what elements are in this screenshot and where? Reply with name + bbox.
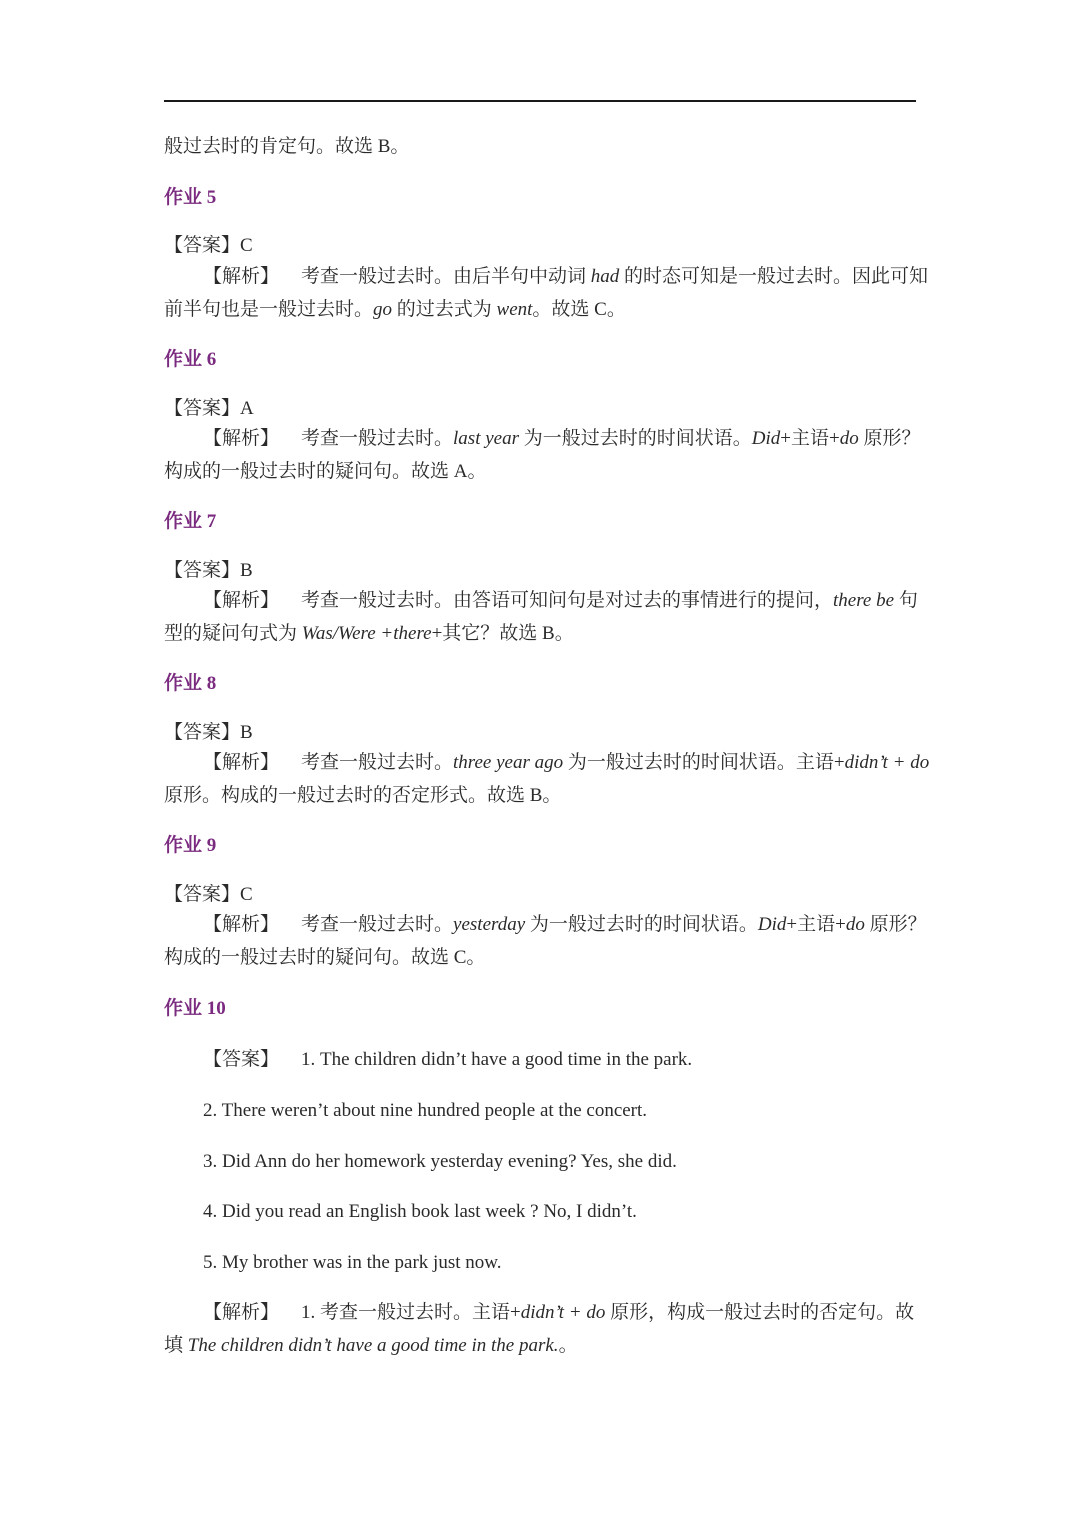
section-heading-5: 作业 5 — [164, 187, 217, 208]
answer-line-9 — [164, 883, 924, 907]
answer-value: B — [240, 560, 253, 581]
answer-value: C — [240, 235, 253, 256]
text-segment: 填 — [164, 1335, 188, 1356]
text-segment: 考查一般过去时。由答语可知问句是对过去的事情进行的提问， — [301, 590, 834, 611]
italic-term: go — [373, 299, 393, 320]
text-segment: 构成的一般过去时的疑问句。故选 C。 — [164, 947, 486, 968]
answer-line-5 — [164, 234, 924, 258]
text-segment: 为一般过去时的时间状语。 — [525, 914, 758, 935]
italic-term: three year ago — [453, 752, 564, 773]
text-segment: 的过去式为 — [392, 299, 497, 320]
analysis-text — [301, 914, 927, 935]
analysis-label: 【解析】 — [203, 914, 280, 935]
answer-line-10-4: 4. Did you read an English book last week ? No, I didn’t. — [203, 1201, 637, 1222]
text-segment: 原形。构成的一般过去时的否定形式。故选 B。 — [164, 785, 562, 806]
analysis-text — [301, 752, 929, 773]
answer-line-10-2: 2. There weren’t about nine hundred people at the concert. — [203, 1100, 648, 1121]
text-segment: 句 — [894, 590, 918, 611]
text-segment: 考查一般过去时。 — [301, 428, 454, 449]
analysis-text — [164, 947, 485, 968]
italic-term: do — [839, 428, 859, 449]
analysis-line-10a — [203, 1301, 963, 1325]
answer-value: A — [240, 398, 254, 419]
analysis-label: 【解析】 — [203, 590, 280, 611]
answer-line-10-3: 3. Did Ann do her homework yesterday evening? Yes, she did. — [203, 1151, 677, 1172]
text-segment: 原形？ — [864, 914, 927, 935]
intro-line: 般过去时的肯定句。故选 B。 — [164, 136, 410, 157]
analysis-line-9a — [203, 913, 963, 937]
italic-term: didn’t + do — [520, 1302, 606, 1323]
answer-label: 【答案】 — [164, 884, 241, 905]
italic-term: The children didn’t have a good time in the park. — [187, 1335, 559, 1356]
section-heading-9: 作业 9 — [164, 835, 217, 856]
analysis-line-7a — [203, 589, 963, 613]
analysis-label: 【解析】 — [203, 266, 280, 287]
answer-value: C — [240, 884, 253, 905]
text-segment: 考查一般过去时。由后半句中动词 — [301, 266, 591, 287]
section-heading-8: 作业 8 — [164, 673, 217, 694]
analysis-text — [301, 590, 918, 611]
analysis-line-7b — [164, 622, 924, 646]
analysis-text — [164, 1335, 578, 1356]
analysis-line-8b — [164, 784, 924, 808]
answer-line-6 — [164, 397, 924, 421]
text-segment: 为一般过去时的时间状语。 — [519, 428, 752, 449]
answer-label: 【答案】 — [164, 398, 241, 419]
analysis-text — [301, 1302, 914, 1323]
text-segment: +主语+ — [786, 914, 846, 935]
section-heading-7: 作业 7 — [164, 511, 217, 532]
analysis-text — [301, 266, 928, 287]
italic-term: last year — [453, 428, 519, 449]
text-segment: 考查一般过去时。 — [301, 752, 454, 773]
analysis-line-10b — [164, 1334, 924, 1358]
text-segment: 。 — [558, 1335, 578, 1356]
analysis-line-6a — [203, 427, 963, 451]
text-segment: 为一般过去时的时间状语。主语+ — [563, 752, 845, 773]
italic-term: had — [590, 266, 620, 287]
text-segment: 考查一般过去时。 — [301, 914, 454, 935]
italic-term: there be — [833, 590, 895, 611]
answer-line-7 — [164, 559, 924, 583]
analysis-text — [164, 299, 626, 320]
text-segment: 前半句也是一般过去时。 — [164, 299, 374, 320]
italic-term: Did — [751, 428, 781, 449]
analysis-line-5b — [164, 298, 924, 322]
analysis-line-5a — [203, 265, 963, 289]
answer-value: B — [240, 722, 253, 743]
text-segment: 型的疑问句式为 — [164, 623, 302, 644]
italic-term: yesterday — [453, 914, 526, 935]
analysis-text — [164, 785, 561, 806]
analysis-line-6b — [164, 460, 924, 484]
answer-sentence: 1. The children didn’t have a good time in the park. — [301, 1049, 693, 1070]
italic-term: do — [845, 914, 865, 935]
italic-term: went — [496, 299, 533, 320]
answer-label: 【答案】 — [164, 722, 241, 743]
text-segment: 原形？ — [858, 428, 921, 449]
italic-term: didn’t + do — [844, 752, 930, 773]
answer-line-10-1 — [203, 1048, 963, 1072]
italic-term: Did — [757, 914, 787, 935]
analysis-text — [301, 428, 920, 449]
text-segment: 原形，构成一般过去时的否定句。故 — [605, 1302, 915, 1323]
analysis-line-9b — [164, 946, 924, 970]
section-heading-10: 作业 10 — [164, 998, 226, 1019]
analysis-label: 【解析】 — [203, 752, 280, 773]
header-rule — [164, 100, 916, 102]
answer-line-10-5: 5. My brother was in the park just now. — [203, 1252, 502, 1273]
section-heading-6: 作业 6 — [164, 349, 217, 370]
analysis-label: 【解析】 — [203, 1302, 280, 1323]
text-segment: +主语+ — [780, 428, 840, 449]
answer-label: 【答案】 — [164, 560, 241, 581]
answer-label: 【答案】 — [164, 235, 241, 256]
answer-label: 【答案】 — [203, 1049, 280, 1070]
analysis-label: 【解析】 — [203, 428, 280, 449]
text-segment: 构成的一般过去时的疑问句。故选 A。 — [164, 461, 487, 482]
text-segment: +其它？故选 B。 — [431, 623, 574, 644]
text-segment: 。故选 C。 — [532, 299, 626, 320]
text-segment: 的时态可知是一般过去时。因此可知 — [619, 266, 929, 287]
analysis-text — [164, 623, 574, 644]
analysis-line-8a — [203, 751, 963, 775]
analysis-text — [164, 461, 486, 482]
text-segment: 1. 考查一般过去时。主语+ — [301, 1302, 521, 1323]
answer-line-8 — [164, 721, 924, 745]
italic-term: Was/Were +there — [301, 623, 432, 644]
